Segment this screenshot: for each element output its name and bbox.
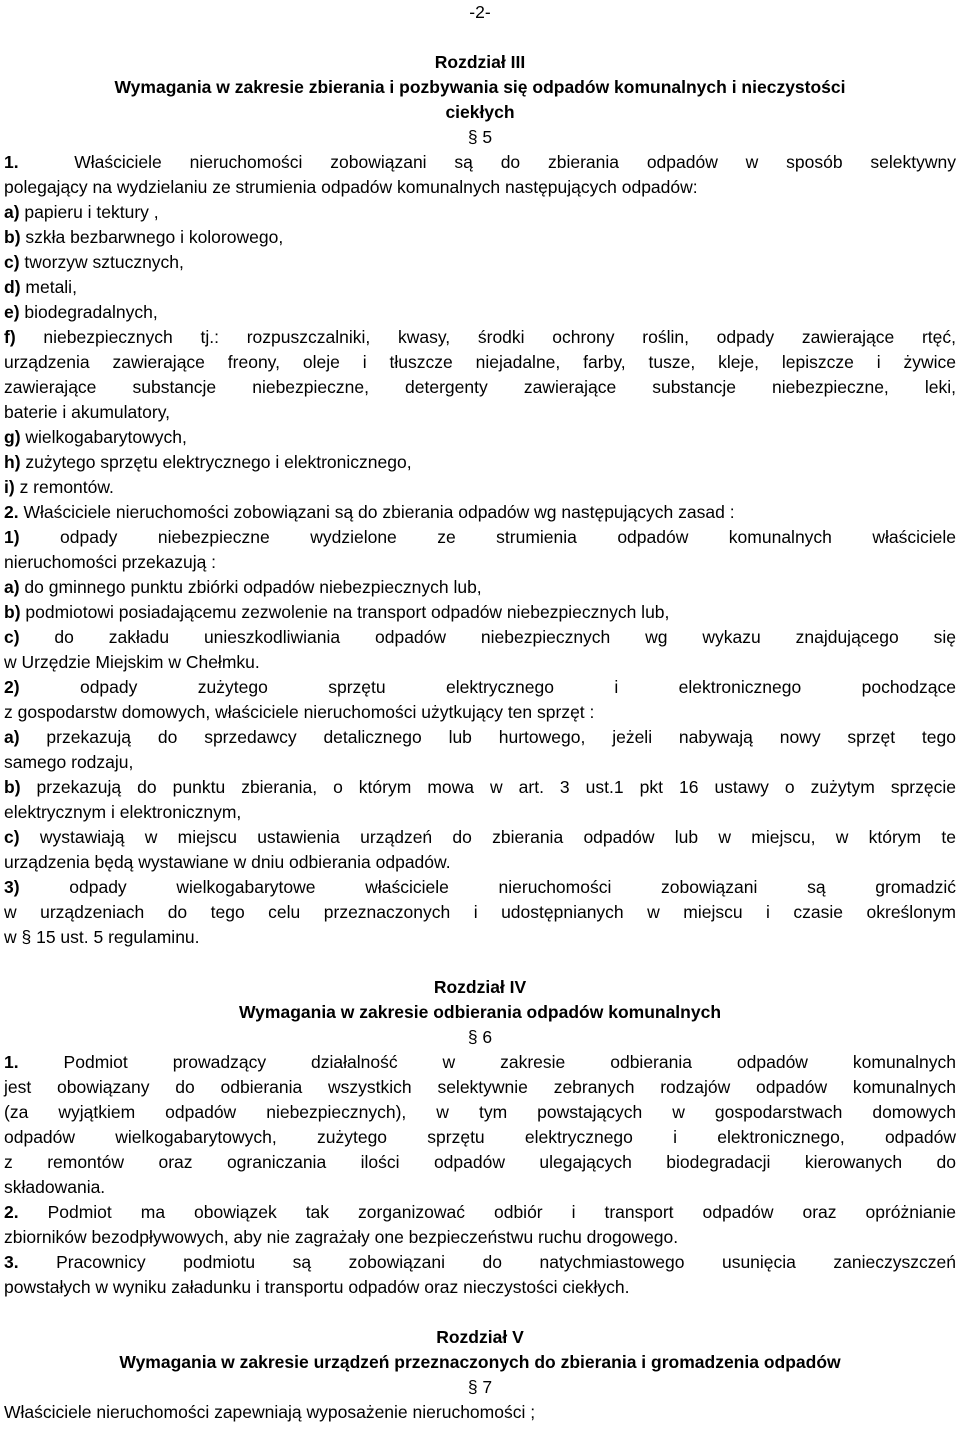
ch4-paragraph-1-line-2: jest obowiązany do odbierania wszystkich selektywnie zebranych rodzajów odpadów komunalnych <box>4 1077 956 1097</box>
rule-2-item-a-line-1: a) przekazują do sprzedawcy detalicznego lub hurtowego, jeżeli nabywają nowy sprzęt tego <box>4 727 956 747</box>
section-7-marker: § 7 <box>467 1377 493 1397</box>
list-item-f-line-2: urządzenia zawierające freony, oleje i tłuszcze niejadalne, farby, tusze, kleje, lepiszcze i żywice <box>4 352 956 372</box>
list-item-e: e) biodegradalnych, <box>4 302 158 322</box>
list-item-a: a) papieru i tektury , <box>4 202 159 222</box>
chapter-5-heading: Rozdział V <box>436 1327 524 1347</box>
list-item-d: d) metali, <box>4 277 77 297</box>
paragraph-1-line-2: polegający na wydzielaniu ze strumienia odpadów komunalnych następujących odpadów: <box>4 177 698 197</box>
rule-2-item-a-line-2: samego rodzaju, <box>4 752 134 772</box>
list-item-f-line-3: zawierające substancje niebezpieczne, detergenty zawierające substancje niebezpieczne, leki, <box>4 377 956 397</box>
rule-1-line-2: nieruchomości przekazują : <box>4 552 217 572</box>
rule-1-item-c-line-1: c) do zakładu unieszkodliwiania odpadów niebezpiecznych wg wykazu znajdującego się <box>4 627 956 647</box>
chapter-5-title: Wymagania w zakresie urządzeń przeznaczonych do zbierania i gromadzenia odpadów <box>119 1352 841 1372</box>
section-6-marker: § 6 <box>467 1027 493 1047</box>
ch4-paragraph-1-line-1: 1. Podmiot prowadzący działalność w zakresie odbierania odpadów komunalnych <box>4 1052 956 1072</box>
list-item-f-line-1: f) niebezpiecznych tj.: rozpuszczalniki, kwasy, środki ochrony roślin, odpady zawierające rtęć, <box>4 327 956 347</box>
rule-2-item-b-line-2: elektrycznym i elektronicznym, <box>4 802 242 822</box>
rule-2-item-c-line-1: c) wystawiają w miejscu ustawienia urządzeń do zbierania odpadów lub w miejscu, w którym te <box>4 827 956 847</box>
chapter-3-title-line-1: Wymagania w zakresie zbierania i pozbywania się odpadów komunalnych i nieczystości <box>114 77 846 97</box>
list-item-c: c) tworzyw sztucznych, <box>4 252 184 272</box>
list-item-f-line-4: baterie i akumulatory, <box>4 402 171 422</box>
ch4-paragraph-3-line-2: powstałych w wyniku załadunku i transportu odpadów oraz nieczystości ciekłych. <box>4 1277 630 1297</box>
rule-2-line-2: z gospodarstw domowych, właściciele nieruchomości użytkujący ten sprzęt : <box>4 702 595 722</box>
paragraph-1-line-1: 1. Właściciele nieruchomości zobowiązani są do zbierania odpadów w sposób selektywny <box>4 152 956 172</box>
ch4-paragraph-1-line-5: z remontów oraz ograniczania ilości odpadów ulegających biodegradacji kierowanych do <box>4 1152 956 1172</box>
ch5-paragraph-line-1: Właściciele nieruchomości zapewniają wyposażenie nieruchomości ; <box>4 1402 536 1422</box>
page-number: -2- <box>469 2 491 22</box>
rule-1-line-1: 1) odpady niebezpieczne wydzielone ze strumienia odpadów komunalnych właściciele <box>4 527 956 547</box>
chapter-3-heading: Rozdział III <box>434 52 526 72</box>
list-item-g: g) wielkogabarytowych, <box>4 427 187 447</box>
list-item-h: h) zużytego sprzętu elektrycznego i elektronicznego, <box>4 452 412 472</box>
ch4-paragraph-2-line-1: 2. Podmiot ma obowiązek tak zorganizować odbiór i transport odpadów oraz opróżnianie <box>4 1202 956 1222</box>
ch4-paragraph-3-line-1: 3. Pracownicy podmiotu są zobowiązani do natychmiastowego usunięcia zanieczyszczeń <box>4 1252 956 1272</box>
ch4-paragraph-1-line-6: składowania. <box>4 1177 106 1197</box>
rule-3-line-3: w § 15 ust. 5 regulaminu. <box>4 927 200 947</box>
rule-1-item-c-line-2: w Urzędzie Miejskim w Chełmku. <box>4 652 260 672</box>
rule-2-item-b-line-1: b) przekazują do punktu zbierania, o którym mowa w art. 3 ust.1 pkt 16 ustawy o zużytym sprzęcie <box>4 777 956 797</box>
list-item-b: b) szkła bezbarwnego i kolorowego, <box>4 227 284 247</box>
chapter-4-title: Wymagania w zakresie odbierania odpadów komunalnych <box>238 1002 722 1022</box>
chapter-4-heading: Rozdział IV <box>433 977 527 997</box>
section-5-marker: § 5 <box>467 127 493 147</box>
rule-3-line-1: 3) odpady wielkogabarytowe właściciele nieruchomości zobowiązani są gromadzić <box>4 877 956 897</box>
rule-1-item-a: a) do gminnego punktu zbiórki odpadów niebezpiecznych lub, <box>4 577 482 597</box>
list-item-i: i) z remontów. <box>4 477 114 497</box>
ch4-paragraph-1-line-4: odpadów wielkogabarytowych, zużytego sprzętu elektrycznego i elektronicznego, odpadów <box>4 1127 956 1147</box>
ch4-paragraph-2-line-2: zbiorników bezodpływowych, aby nie zagrażały one bezpieczeństwu ruchu drogowego. <box>4 1227 679 1247</box>
rule-2-line-1: 2) odpady zużytego sprzętu elektrycznego i elektronicznego pochodzące <box>4 677 956 697</box>
chapter-3-title-line-2: ciekłych <box>445 102 515 122</box>
ch4-paragraph-1-line-3: (za wyjątkiem odpadów niebezpiecznych), w tym powstających w gospodarstwach domowych <box>4 1102 956 1122</box>
paragraph-2: 2. Właściciele nieruchomości zobowiązani są do zbierania odpadów wg następujących zasad : <box>4 502 735 522</box>
rule-2-item-c-line-2: urządzenia będą wystawiane w dniu odbierania odpadów. <box>4 852 451 872</box>
rule-1-item-b: b) podmiotowi posiadającemu zezwolenie na transport odpadów niebezpiecznych lub, <box>4 602 670 622</box>
rule-3-line-2: w urządzeniach do tego celu przeznaczonych i udostępnianych w miejscu i czasie określonym <box>4 902 956 922</box>
